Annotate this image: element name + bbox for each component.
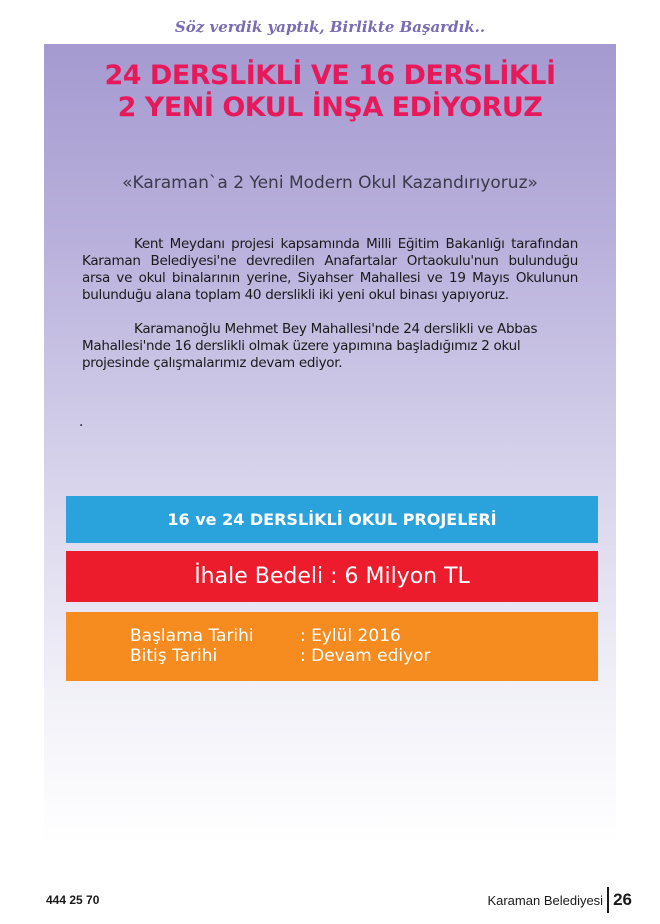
page-title xyxy=(44,60,616,124)
page-number: 26 xyxy=(613,890,632,909)
footer-organization: Karaman Belediyesi xyxy=(487,892,604,908)
slogan: Söz verdik yaptık, Birlikte Başardık.. xyxy=(174,18,486,36)
projects-title-bar: 16 ve 24 DERSLİKLİ OKUL PROJELERİ xyxy=(66,496,598,543)
title-line-1: 24 DERSLİKLİ VE 16 DERSLİKLİ xyxy=(104,60,556,91)
end-date-value: : Devam ediyor xyxy=(300,646,431,666)
footer-phone: 444 25 70 xyxy=(46,893,100,907)
trailing-dot: . xyxy=(79,414,84,430)
article-body xyxy=(82,236,578,389)
content-panel xyxy=(44,44,616,844)
dates-bar xyxy=(66,612,598,681)
start-date-label: Başlama Tarihi xyxy=(130,626,254,646)
start-date-row xyxy=(130,626,401,646)
paragraph-2: Karamanoğlu Mehmet Bey Mahallesi'nde 24 derslikli ve Abbas Mahallesi'nde 16 derslikli olmak üzere yapımına başladığımız 2 okul projesinde çalışmalarımız devam ediyor. xyxy=(82,321,538,371)
tender-cost-bar: İhale Bedeli : 6 Milyon TL xyxy=(66,551,598,602)
end-date-label: Bitiş Tarihi xyxy=(130,646,218,666)
start-date-value: : Eylül 2016 xyxy=(300,626,401,646)
end-date-row xyxy=(130,646,431,666)
title-line-2: 2 YENİ OKUL İNŞA EDİYORUZ xyxy=(117,92,543,123)
footer-divider xyxy=(607,887,609,913)
footer-branding xyxy=(487,887,632,913)
subtitle: «Karaman`a 2 Yeni Modern Okul Kazandırıyoruz» xyxy=(122,173,538,193)
paragraph-1: Kent Meydanı projesi kapsamında Milli Eğitim Bakanlığı tarafından Karaman Belediyesi'ne devredilen Anafartalar Ortaokulu'nun bulunduğu arsa ve okul binalarının yerine, Siyahser Mahallesi ve 19 Mayıs Okulunun bulunduğu alana toplam 40 derslikli iki yeni okul binası yapıyoruz. xyxy=(82,236,578,303)
